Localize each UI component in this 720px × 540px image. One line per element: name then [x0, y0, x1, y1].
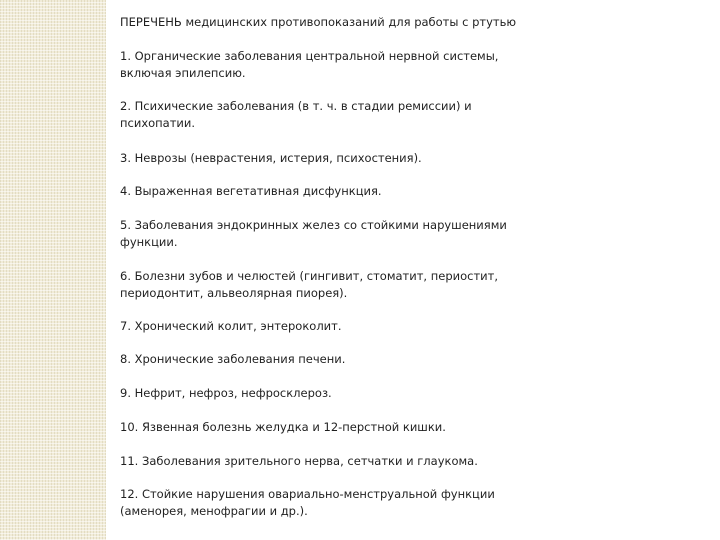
list-item-5: 5. Заболевания эндокринных желез со стойкими нарушениями функции. [120, 218, 507, 249]
list-item-7: 7. Хронический колит, энтероколит. [120, 319, 342, 333]
list-item-2: 2. Психические заболевания (в т. ч. в стадии ремиссии) и психопатии. [120, 99, 472, 130]
decorative-side-strip [0, 0, 106, 540]
list-item-10: 10. Язвенная болезнь желудка и 12-перстной кишки. [120, 420, 446, 434]
list-item-3: 3. Неврозы (неврастения, истерия, психостения). [120, 151, 422, 165]
list-item-11: 11. Заболевания зрительного нерва, сетчатки и глаукома. [120, 454, 478, 468]
list-item-6: 6. Болезни зубов и челюстей (гингивит, стоматит, периостит, периодонтит, альвеолярная пиорея). [120, 269, 498, 300]
list-item-4: 4. Выраженная вегетативная дисфункция. [120, 184, 382, 198]
document-title: ПЕРЕЧЕНЬ медицинских противопоказаний для работы с ртутью [120, 15, 517, 29]
list-item-12: 12. Стойкие нарушения овариально-менструальной функции (аменорея, менофрагии и др.). [120, 487, 495, 518]
list-item-8: 8. Хронические заболевания печени. [120, 352, 346, 366]
list-item-1: 1. Органические заболевания центральной нервной системы, включая эпилепсию. [120, 49, 499, 80]
list-item-9: 9. Нефрит, нефроз, нефросклероз. [120, 386, 332, 400]
